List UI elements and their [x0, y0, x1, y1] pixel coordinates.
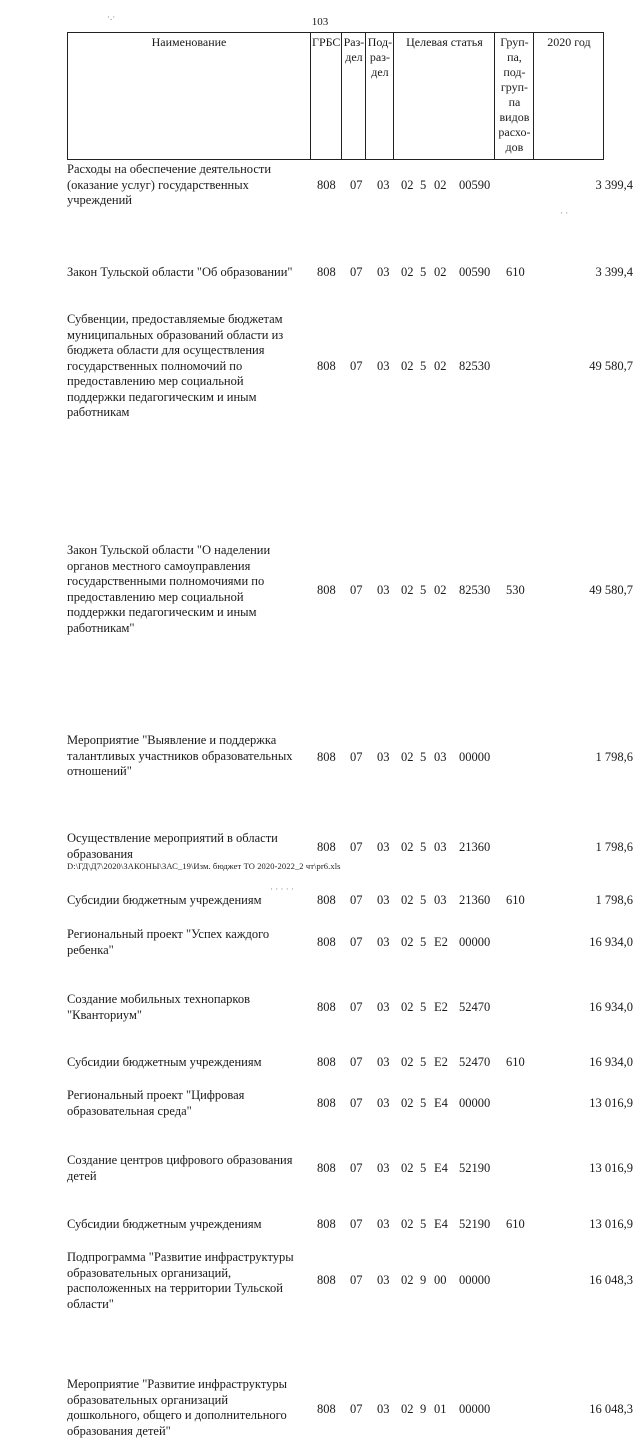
row-razdel: 07	[350, 359, 363, 373]
row-target-code: 82530	[459, 359, 491, 373]
table-row	[0, 265, 640, 281]
row-target-code: 00000	[459, 1402, 491, 1416]
table-row	[0, 1217, 640, 1233]
row-target-subprogram: 5	[420, 1055, 427, 1069]
row-podrazdel: 03	[377, 265, 390, 279]
row-grbs: 808	[317, 359, 336, 373]
table-row	[0, 1250, 640, 1314]
row-target-event: 02	[434, 265, 447, 279]
row-target-code: 00000	[459, 935, 491, 949]
row-podrazdel: 03	[377, 1402, 390, 1416]
row-grbs: 808	[317, 1055, 336, 1069]
row-razdel: 07	[350, 935, 363, 949]
row-name: Осуществление мероприятий в области образования	[67, 831, 278, 861]
row-target-program: 02	[401, 1161, 414, 1175]
row-razdel: 07	[350, 178, 363, 192]
row-grbs: 808	[317, 1096, 336, 1110]
row-target-event: E2	[434, 1055, 448, 1069]
row-target-program: 02	[401, 893, 414, 907]
row-target-event: E4	[434, 1217, 448, 1231]
row-amount: 49 580,7	[589, 359, 633, 373]
row-podrazdel: 03	[377, 1055, 390, 1069]
table-row	[0, 927, 640, 959]
row-grbs: 808	[317, 1402, 336, 1416]
row-podrazdel: 03	[377, 1096, 390, 1110]
row-razdel: 07	[350, 1096, 363, 1110]
row-razdel: 07	[350, 1402, 363, 1416]
row-podrazdel: 03	[377, 178, 390, 192]
row-grbs: 808	[317, 1161, 336, 1175]
table-header	[67, 32, 604, 160]
row-target-event: 02	[434, 359, 447, 373]
row-razdel: 07	[350, 840, 363, 854]
row-razdel: 07	[350, 265, 363, 279]
row-target-subprogram: 5	[420, 265, 427, 279]
row-target-program: 02	[401, 1000, 414, 1014]
row-target-code: 52190	[459, 1217, 491, 1231]
row-target-subprogram: 5	[420, 1217, 427, 1231]
row-target-subprogram: 5	[420, 840, 427, 854]
row-amount: 13 016,9	[589, 1161, 633, 1175]
table-row	[0, 992, 640, 1024]
row-target-subprogram: 5	[420, 1096, 427, 1110]
row-grbs: 808	[317, 1217, 336, 1231]
page-number: 103	[311, 16, 329, 28]
scan-speck: · ·	[560, 208, 569, 218]
row-amount: 3 399,4	[595, 178, 633, 192]
header-podrazdel: Под- раз- дел	[366, 33, 394, 160]
row-grbs: 808	[317, 750, 336, 764]
row-target-program: 02	[401, 750, 414, 764]
scan-speck: · · · · ·	[270, 884, 294, 894]
row-target-code: 52470	[459, 1000, 491, 1014]
row-podrazdel: 03	[377, 1217, 390, 1231]
row-podrazdel: 03	[377, 840, 390, 854]
row-razdel: 07	[350, 1055, 363, 1069]
row-target-subprogram: 5	[420, 1161, 427, 1175]
row-podrazdel: 03	[377, 1161, 390, 1175]
row-amount: 16 934,0	[589, 935, 633, 949]
row-razdel: 07	[350, 1273, 363, 1287]
header-grbs: ГРБС	[311, 33, 342, 160]
row-name: Закон Тульской области "Об образовании"	[67, 265, 293, 279]
row-name: Субвенции, предоставляемые бюджетам муниципальных образований области из бюджета области для осуществления государственных полномочий по предоставлению мер социальной поддержки педагогическим и иным работникам	[67, 312, 284, 419]
row-razdel: 07	[350, 893, 363, 907]
row-target-event: 02	[434, 583, 447, 597]
row-name: Мероприятие "Выявление и поддержка талантливых участников образовательных отношений"	[67, 733, 293, 778]
row-podrazdel: 03	[377, 750, 390, 764]
row-amount: 1 798,6	[595, 893, 633, 907]
scan-speck: ·.·	[107, 12, 116, 22]
row-grbs: 808	[317, 1273, 336, 1287]
row-target-subprogram: 5	[420, 1000, 427, 1014]
row-target-event: E2	[434, 935, 448, 949]
row-podrazdel: 03	[377, 583, 390, 597]
row-expense-group: 610	[506, 893, 525, 907]
row-target-code: 52470	[459, 1055, 491, 1069]
row-grbs: 808	[317, 840, 336, 854]
table-row	[0, 162, 640, 210]
row-target-program: 02	[401, 935, 414, 949]
row-target-program: 02	[401, 265, 414, 279]
header-name: Наименование	[68, 33, 311, 160]
table-row	[0, 893, 640, 909]
header-target-article: Целевая статья	[394, 33, 495, 160]
row-expense-group: 610	[506, 1217, 525, 1231]
row-amount: 16 934,0	[589, 1055, 633, 1069]
row-target-event: E2	[434, 1000, 448, 1014]
row-name: Расходы на обеспечение деятельности (оказание услуг) государственных учреждений	[67, 162, 272, 207]
row-target-subprogram: 9	[420, 1402, 427, 1416]
row-target-program: 02	[401, 359, 414, 373]
table-row	[0, 543, 640, 637]
row-target-event: 02	[434, 178, 447, 192]
row-target-code: 00000	[459, 750, 491, 764]
row-razdel: 07	[350, 1217, 363, 1231]
row-target-program: 02	[401, 1217, 414, 1231]
row-target-subprogram: 5	[420, 750, 427, 764]
row-target-event: 03	[434, 840, 447, 854]
row-target-code: 52190	[459, 1161, 491, 1175]
row-target-program: 02	[401, 1273, 414, 1287]
row-amount: 49 580,7	[589, 583, 633, 597]
row-name: Субсидии бюджетным учреждениям	[67, 1055, 262, 1069]
row-grbs: 808	[317, 265, 336, 279]
row-podrazdel: 03	[377, 893, 390, 907]
row-target-program: 02	[401, 1096, 414, 1110]
row-target-program: 02	[401, 1402, 414, 1416]
row-target-subprogram: 5	[420, 893, 427, 907]
row-podrazdel: 03	[377, 359, 390, 373]
row-name: Закон Тульской области "О наделении органов местного самоуправления государственными полномочиями по предоставлению мер социальной поддержки педагогическим и иным работникам"	[67, 543, 271, 635]
row-target-subprogram: 5	[420, 178, 427, 192]
row-name: Региональный проект "Цифровая образовательная среда"	[67, 1088, 245, 1118]
row-target-event: 00	[434, 1273, 447, 1287]
row-target-code: 00000	[459, 1096, 491, 1110]
file-path-footer: D:\ГД\Д7\2020\ЗАКОНЫ\ЗАС_19\Изм. бюджет ТО 2020-2022_2 чт\pr6.xls	[67, 861, 341, 871]
row-target-event: 03	[434, 893, 447, 907]
row-name: Создание центров цифрового образования детей	[67, 1153, 293, 1183]
row-amount: 13 016,9	[589, 1217, 633, 1231]
row-amount: 16 934,0	[589, 1000, 633, 1014]
row-podrazdel: 03	[377, 935, 390, 949]
row-amount: 13 016,9	[589, 1096, 633, 1110]
row-target-code: 00590	[459, 178, 491, 192]
row-amount: 1 798,6	[595, 750, 633, 764]
row-target-subprogram: 5	[420, 935, 427, 949]
row-target-event: 01	[434, 1402, 447, 1416]
row-target-code: 00590	[459, 265, 491, 279]
header-razdel: Раз- дел	[342, 33, 366, 160]
row-podrazdel: 03	[377, 1273, 390, 1287]
row-target-event: E4	[434, 1161, 448, 1175]
row-target-code: 00000	[459, 1273, 491, 1287]
row-grbs: 808	[317, 1000, 336, 1014]
row-grbs: 808	[317, 583, 336, 597]
row-name: Мероприятие "Развитие инфраструктуры образовательных организаций дошкольного, общего и дополнительного образования детей"	[67, 1377, 288, 1438]
row-razdel: 07	[350, 1000, 363, 1014]
row-expense-group: 610	[506, 265, 525, 279]
header-expense-group: Груп- па, под- груп- па видов расхо- дов	[495, 33, 534, 160]
header-year-2020: 2020 год	[534, 33, 604, 160]
row-razdel: 07	[350, 750, 363, 764]
row-target-program: 02	[401, 1055, 414, 1069]
row-expense-group: 530	[506, 583, 525, 597]
table-row	[0, 733, 640, 781]
row-razdel: 07	[350, 583, 363, 597]
row-target-event: E4	[434, 1096, 448, 1110]
row-razdel: 07	[350, 1161, 363, 1175]
row-amount: 16 048,3	[589, 1402, 633, 1416]
row-target-program: 02	[401, 583, 414, 597]
row-target-subprogram: 5	[420, 359, 427, 373]
row-target-subprogram: 5	[420, 583, 427, 597]
row-amount: 3 399,4	[595, 265, 633, 279]
row-grbs: 808	[317, 935, 336, 949]
table-row	[0, 312, 640, 422]
row-target-code: 82530	[459, 583, 491, 597]
row-name: Создание мобильных технопарков "Кванториум"	[67, 992, 250, 1022]
row-target-program: 02	[401, 840, 414, 854]
row-name: Субсидии бюджетным учреждениям	[67, 893, 262, 907]
row-podrazdel: 03	[377, 1000, 390, 1014]
row-target-code: 21360	[459, 840, 491, 854]
table-row	[0, 1055, 640, 1071]
table-row	[0, 1153, 640, 1185]
row-target-event: 03	[434, 750, 447, 764]
table-row	[0, 831, 640, 863]
table-row	[0, 1377, 640, 1441]
row-target-subprogram: 9	[420, 1273, 427, 1287]
row-target-code: 21360	[459, 893, 491, 907]
row-name: Региональный проект "Успех каждого ребенка"	[67, 927, 270, 957]
table-row	[0, 1088, 640, 1120]
row-grbs: 808	[317, 178, 336, 192]
row-name: Подпрограмма "Развитие инфраструктуры образовательных организаций, расположенных на территории Тульской области"	[67, 1250, 294, 1311]
row-target-program: 02	[401, 178, 414, 192]
row-name: Субсидии бюджетным учреждениям	[67, 1217, 262, 1231]
row-grbs: 808	[317, 893, 336, 907]
row-amount: 16 048,3	[589, 1273, 633, 1287]
row-amount: 1 798,6	[595, 840, 633, 854]
row-expense-group: 610	[506, 1055, 525, 1069]
